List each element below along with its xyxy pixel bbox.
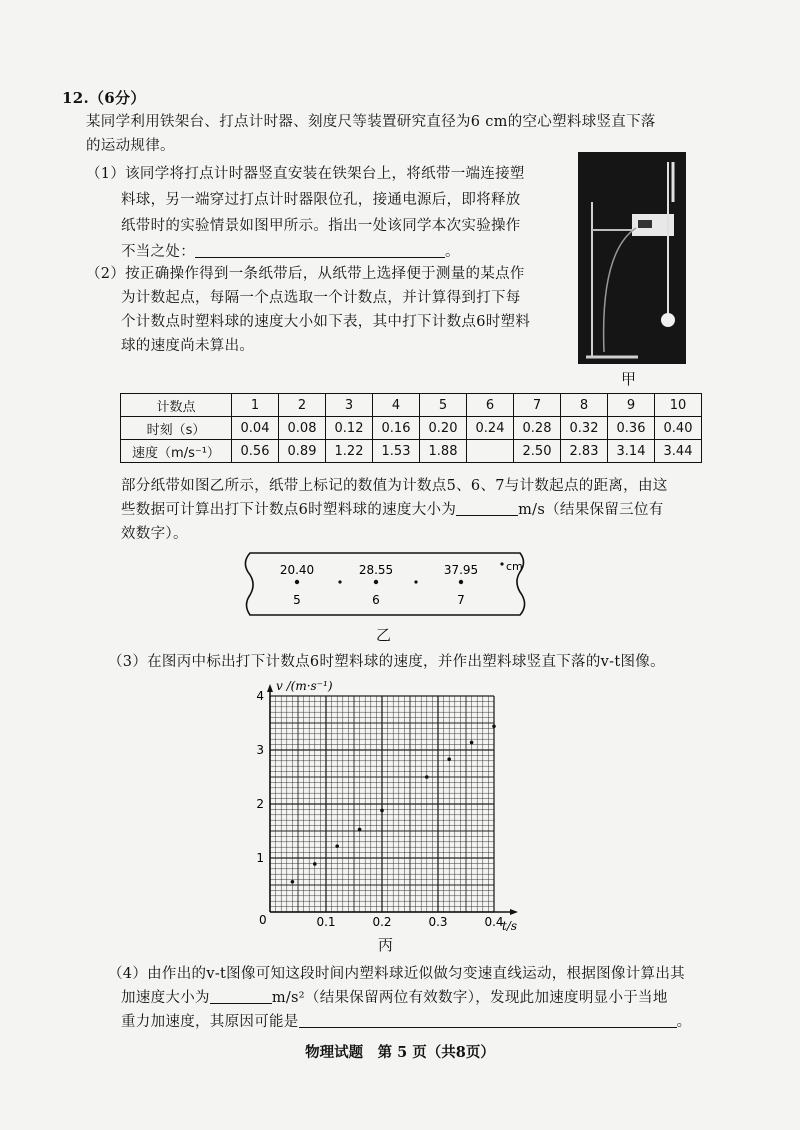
chart-grid: [270, 696, 494, 912]
part1-end: 。: [445, 244, 460, 260]
table-cell: 0.08: [279, 417, 326, 440]
table-cell: 0.12: [326, 417, 373, 440]
table-cell-blank[interactable]: [467, 440, 514, 463]
part2-after-line-3: 效数字）。: [121, 526, 188, 542]
table-cell: 0.36: [608, 417, 655, 440]
data-point: [380, 809, 384, 813]
table-cell: 6: [467, 394, 514, 417]
x-tick-label: 0.3: [428, 915, 448, 929]
table-cell: 10: [655, 394, 702, 417]
table-cell: 0.04: [232, 417, 279, 440]
tape-distance: 28.55: [358, 563, 394, 577]
experiment-photo: [578, 152, 686, 364]
table-cell: 8: [561, 394, 608, 417]
part4-unit: m/s²（结果保留两位有效数字），发现此加速度明显小于当地: [271, 990, 668, 1006]
table-cell: 0.16: [373, 417, 420, 440]
tape-unit: cm: [506, 560, 523, 573]
table-cell: 2.50: [514, 440, 561, 463]
answer-blank-2[interactable]: [456, 499, 518, 516]
data-point: [313, 862, 317, 866]
table-cell: 1.88: [420, 440, 467, 463]
table-cell: 0.24: [467, 417, 514, 440]
paper-tape: [240, 550, 530, 624]
intro-line-2: 的运动规律。: [86, 138, 175, 154]
part1-line-1: （1）该同学将打点计时器竖直安装在铁架台上，将纸带一端连接塑: [86, 166, 525, 182]
table-cell: 0.40: [655, 417, 702, 440]
part2-after-line-2: [121, 498, 664, 522]
part3-line: （3）在图丙中标出打下计数点6时塑料球的速度，并作出塑料球竖直下落的v-t图像。: [108, 654, 665, 670]
table-cell: 1.22: [326, 440, 373, 463]
table-cell: 0.32: [561, 417, 608, 440]
part1-prompt: 不当之处：: [121, 244, 195, 260]
part1-line-2: 料球，另一端穿过打点计时器限位孔，接通电源后，即将释放: [121, 192, 521, 208]
data-point: [425, 775, 429, 779]
y-tick-label: 3: [256, 743, 264, 757]
part2-line-2: 为计数起点，每隔一个点选取一个计数点，并计算得到打下每: [121, 290, 521, 306]
table-cell: 3.14: [608, 440, 655, 463]
vt-chart[interactable]: [250, 672, 530, 932]
page-footer: 物理试题 第 5 页（共8页）: [305, 1044, 495, 1061]
part4-end: 。: [676, 1014, 692, 1030]
table-row: [121, 394, 702, 417]
tape-label: 5: [293, 593, 301, 607]
part4-line-1: （4）由作出的v-t图像可知这段时间内塑料球近似做匀变速直线运动，根据图像计算出其: [108, 966, 685, 982]
part4-line-3: [121, 1010, 691, 1034]
question-number: 12.（6分）: [62, 89, 146, 107]
figure-caption-yi: 乙: [376, 626, 392, 644]
part4-line-2: [121, 986, 668, 1010]
answer-blank-4[interactable]: [299, 1011, 677, 1028]
table-cell: 0.20: [420, 417, 467, 440]
tape-distance: 20.40: [279, 563, 315, 577]
data-point: [358, 828, 362, 832]
part2-unit: m/s（结果保留三位有: [518, 502, 664, 518]
table-row: [121, 417, 702, 440]
table-cell: 0.28: [514, 417, 561, 440]
part2-after-line-1: 部分纸带如图乙所示，纸带上标记的数值为计数点5、6、7与计数起点的距离，由这: [121, 478, 668, 494]
data-point: [470, 741, 474, 745]
part2-prompt: 些数据可计算出打下计数点6时塑料球的速度大小为: [121, 502, 457, 518]
part4-prompt: 加速度大小为: [121, 990, 210, 1006]
chart-axes: [267, 684, 518, 915]
part1-line-4: [121, 240, 460, 264]
data-point: [291, 880, 295, 884]
y-tick-label: 4: [256, 689, 264, 703]
answer-blank-3[interactable]: [210, 987, 272, 1004]
table-header-cell: 时刻（s）: [121, 417, 232, 440]
tape-label: 7: [457, 593, 465, 607]
tape-label: 6: [372, 593, 380, 607]
table-header-cell: 速度（m/s⁻¹）: [121, 440, 232, 463]
figure-caption-jia: 甲: [621, 370, 637, 388]
table-cell: 4: [373, 394, 420, 417]
origin-label: 0: [259, 913, 267, 927]
data-point: [447, 757, 451, 761]
y-axis-label: v /(m·s⁻¹): [276, 679, 333, 693]
table-header-cell: 计数点: [121, 394, 232, 417]
part2-line-3: 个计数点时塑料球的速度大小如下表，其中打下计数点6时塑料: [121, 314, 531, 330]
table-cell: 7: [514, 394, 561, 417]
y-axis-arrow-icon: [267, 684, 273, 692]
data-table: [120, 393, 702, 463]
x-axis-arrow-icon: [510, 909, 518, 915]
table-cell: 2.83: [561, 440, 608, 463]
x-axis-label: t/s: [502, 919, 518, 932]
data-point: [492, 724, 496, 728]
part2-line-4: 球的速度尚未算出。: [121, 338, 255, 354]
table-cell: 1: [232, 394, 279, 417]
part4-reason-prompt: 重力加速度，其原因可能是: [121, 1014, 299, 1030]
x-tick-label: 0.4: [484, 915, 504, 929]
experiment-photo-drawing: [578, 152, 686, 364]
chart-ticks: [256, 689, 503, 929]
y-tick-label: 2: [256, 797, 264, 811]
table-cell: 0.56: [232, 440, 279, 463]
table-cell: 3.44: [655, 440, 702, 463]
table-row: [121, 440, 702, 463]
y-tick-label: 1: [256, 851, 264, 865]
table-cell: 0.89: [279, 440, 326, 463]
table-cell: 5: [420, 394, 467, 417]
part2-line-1: （2）按正确操作得到一条纸带后，从纸带上选择便于测量的某点作: [86, 266, 525, 282]
table-cell: 3: [326, 394, 373, 417]
tape-distance: 37.95: [443, 563, 479, 577]
part1-line-3: 纸带时的实验情景如图甲所示。指出一处该同学本次实验操作: [121, 218, 521, 234]
table-cell: 1.53: [373, 440, 420, 463]
x-tick-label: 0.2: [372, 915, 392, 929]
table-cell: 2: [279, 394, 326, 417]
intro-line-1: 某同学利用铁架台、打点计时器、刻度尺等装置研究直径为6 cm的空心塑料球竖直下落: [86, 114, 656, 130]
data-point: [335, 844, 339, 848]
answer-blank-1[interactable]: [195, 241, 445, 258]
paper-tape-drawing: [240, 550, 530, 620]
table-cell: 9: [608, 394, 655, 417]
figure-caption-bing: 丙: [378, 936, 394, 954]
x-tick-label: 0.1: [316, 915, 336, 929]
